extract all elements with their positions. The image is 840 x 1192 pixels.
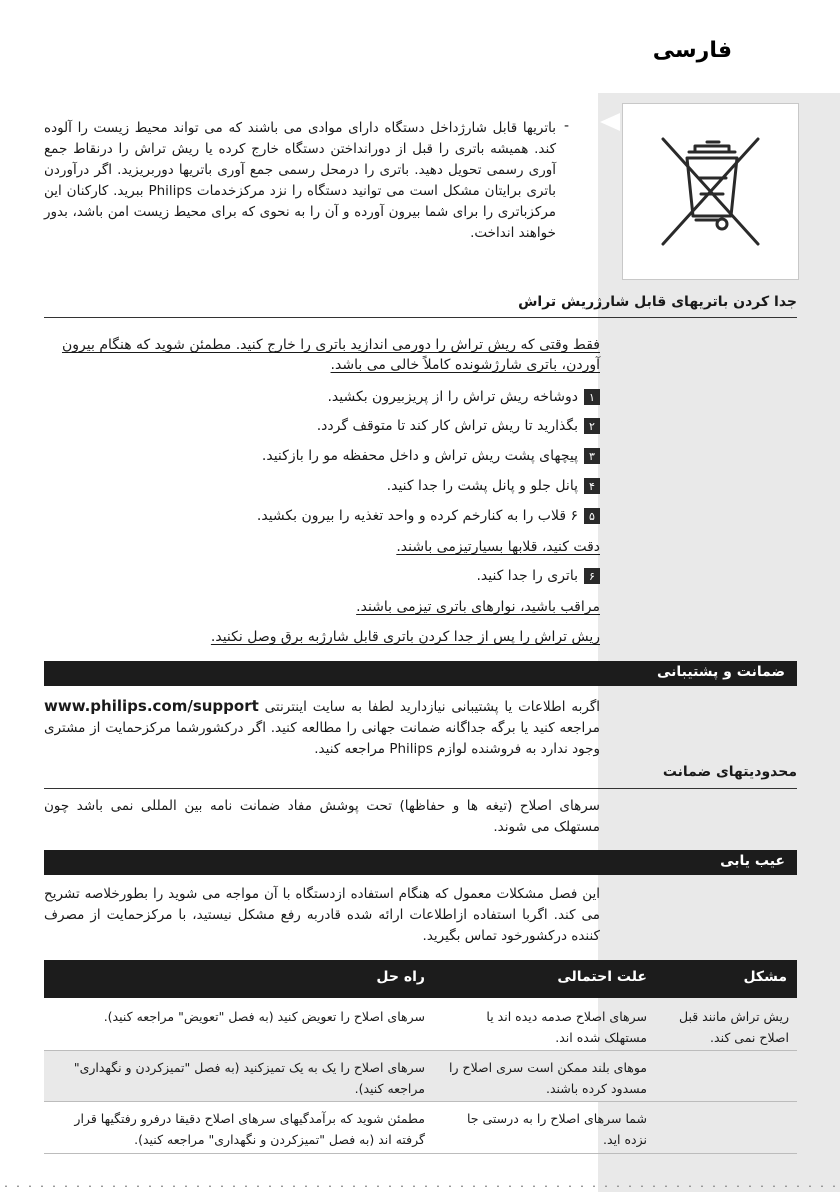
battery-removal-heading: جدا کردن باتریهای قابل شارژریش تراش (518, 294, 797, 310)
hooks-warning: دقت کنید، قلابها بسیارتیزمی باشند. (396, 539, 600, 555)
cell-problem: ریش تراش مانند قبل اصلاح نمی کند. (678, 1009, 789, 1045)
step-number: ۴ (584, 478, 600, 494)
step-5 (44, 505, 600, 527)
cell-cause: سرهای اصلاح صدمه دیده اند یا مستهلک شده اند. (486, 1009, 647, 1045)
cell-cause: شما سرهای اصلاح را به درستی جا نزده اید. (466, 1111, 647, 1147)
bullet-dash: - (564, 118, 570, 134)
step-number: ۲ (584, 418, 600, 434)
guarantee-text-after: مراجعه کنید یا برگه جداگانه ضمانت جهانی را مطالعه کنید. اگر درکشورشما مرکزحمایت از مشتری وجود ندارد به فروشنده لوازم Philips مراجعه کنید. (44, 720, 600, 757)
step-4 (44, 475, 600, 497)
restrictions-divider (44, 788, 797, 789)
cell-cause: موهای بلند ممکن است سری اصلاح را مسدود کرده باشند. (449, 1060, 647, 1096)
table-row (44, 1102, 797, 1152)
strips-warning: مراقب باشید، نوارهای باتری تیزمی باشند. (356, 599, 600, 615)
step-text: پانل جلو و پانل پشت را جدا کنید. (386, 478, 578, 494)
step-text: باتری را جدا کنید. (476, 568, 578, 584)
step-text: بگذارید تا ریش تراش کار کند تا متوقف گردد. (316, 418, 578, 434)
guarantee-text-before: اگربه اطلاعات یا پشتیبانی نیازدارید لطفا به سایت اینترنتی (264, 699, 601, 715)
troubleshooting-intro: این فصل مشکلات معمول که هنگام استفاده ازدستگاه با آن مواجه می شوید را بطورخلاصه تشریح می کند. اگربا استفاده ازاطلاعات ارائه شده قادربه رفع مشکل نیستید، با مرکزحمایت از مصرف کننده درکشورخود تماس بگیرید. (44, 886, 600, 944)
table-row (44, 1000, 797, 1050)
step-number: ۱ (584, 389, 600, 405)
row-divider (44, 1153, 797, 1154)
recycling-paragraph: باتریها قابل شارژداخل دستگاه دارای موادی می باشند که می تواند محیط زیست را آلوده کند. همیشه باتری را قبل از دورانداختن دستگاه خارج کرده یا ریش تراش را درنقاط جمع آوری رسمی تحویل دهید. باتری را درمحل رسمی جمع آوری باتریها دوربریزید. اگر درآوردن باتری برایتان مشکل است می توانید دستگاه را نزد مرکزخدمات Philips ببرید. کارکنان این مرکزباتری را برای شما بیرون آورده و آن را به نحوی که برای محیط زیست امن باشد، بدور خواهند انداخت. (44, 120, 556, 241)
section-divider (44, 317, 797, 318)
table-row (44, 1051, 797, 1101)
recycling-symbol-box (622, 103, 799, 280)
header-cause: علت احتمالی (557, 969, 647, 985)
troubleshooting-table-header (44, 960, 797, 998)
step-1 (44, 386, 600, 408)
step-number: ۳ (584, 448, 600, 464)
guarantee-paragraph (44, 696, 600, 760)
callout-pointer (600, 113, 620, 131)
step-6 (44, 565, 600, 587)
step-2 (44, 415, 600, 437)
final-warning: ریش تراش را پس از جدا کردن باتری قابل شارژبه برق وصل نکنید. (210, 629, 600, 645)
language-title: فارسی (652, 38, 732, 63)
support-url-link[interactable]: www.philips.com/support (44, 697, 259, 715)
step-text: دوشاخه ریش تراش را از پریزبیرون بکشید. (327, 389, 578, 405)
step-text: ۶ قلاب را به کنارخم کرده و واحد تغذیه را بیرون بکشید. (256, 508, 578, 524)
header-problem: مشکل (743, 969, 787, 985)
cell-solution: سرهای اصلاح را یک به یک تمیزکنید (به فصل "تمیزکردن و نگهداری" مراجعه کنید). (73, 1060, 425, 1096)
restrictions-paragraph: سرهای اصلاح (تیغه ها و حفاظها) تحت پوشش مفاد ضمانت نامه بین المللی نمی باشد چون مستهلک می شوند. (44, 798, 600, 835)
crossed-out-wheelie-bin-icon (623, 104, 798, 279)
step-number: ۶ (584, 568, 600, 584)
step-number: ۵ (584, 508, 600, 524)
guarantee-band (44, 661, 797, 686)
removal-intro-warning: فقط وقتی که ریش تراش را دورمی اندازید باتری را خارج کنید. مطمئن شوید که هنگام بیرون آوردن، باتری شارژشونده کاملاً خالی می باشد. (61, 337, 600, 373)
step-text: پیچهای پشت ریش تراش و داخل محفظه مو را بازکنید. (261, 448, 578, 464)
guarantee-title: ضمانت و پشتیبانی (656, 664, 785, 680)
cell-solution: سرهای اصلاح را تعویض کنید (به فصل "تعویض" مراجعه کنید). (103, 1009, 425, 1024)
troubleshooting-title: عیب یابی (720, 853, 785, 869)
page-bottom-dotted-line (0, 1185, 840, 1187)
restrictions-heading: محدودیتهای ضمانت (662, 764, 797, 780)
troubleshooting-band (44, 850, 797, 875)
step-3 (44, 445, 600, 467)
cell-solution: مطمئن شوید که برآمدگیهای سرهای اصلاح دقیقا درفرو رفتگیها قرار گرفته اند (به فصل "تمیزکردن و نگهداری" مراجعه کنید). (74, 1111, 425, 1147)
header-solution: راه حل (376, 969, 425, 985)
